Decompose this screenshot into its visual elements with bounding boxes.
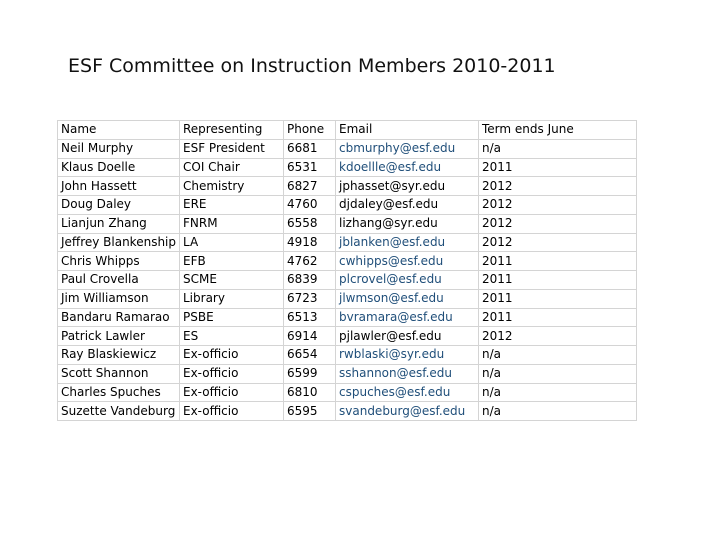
representing-cell: LA [180,233,284,252]
email-cell: lizhang@syr.edu [336,214,479,233]
email-cell[interactable]: rwblaski@syr.edu [336,346,479,365]
table-row [58,177,637,196]
table-row [58,252,637,271]
phone-cell: 6654 [284,346,336,365]
phone-cell: 6723 [284,289,336,308]
table-row [58,271,637,290]
phone-cell: 6839 [284,271,336,290]
phone-cell: 4918 [284,233,336,252]
email-cell[interactable]: jblanken@esf.edu [336,233,479,252]
table-row [58,402,637,421]
term-cell: n/a [479,383,637,402]
phone-cell: 6681 [284,139,336,158]
representing-cell: FNRM [180,214,284,233]
table-row [58,383,637,402]
name-cell: Lianjun Zhang [58,214,180,233]
table-row [58,364,637,383]
representing-cell: EFB [180,252,284,271]
table-row [58,233,637,252]
phone-cell: 6599 [284,364,336,383]
term-cell: n/a [479,402,637,421]
name-cell: Neil Murphy [58,139,180,158]
header-phone: Phone [284,121,336,140]
email-cell[interactable]: sshannon@esf.edu [336,364,479,383]
name-cell: Charles Spuches [58,383,180,402]
phone-cell: 6827 [284,177,336,196]
term-cell: 2012 [479,233,637,252]
name-cell: Ray Blaskiewicz [58,346,180,365]
name-cell: Bandaru Ramarao [58,308,180,327]
representing-cell: ES [180,327,284,346]
name-cell: Jeffrey Blankenship [58,233,180,252]
representing-cell: ESF President [180,139,284,158]
name-cell: Chris Whipps [58,252,180,271]
name-cell: Scott Shannon [58,364,180,383]
page-title: ESF Committee on Instruction Members 2010-2011 [68,55,556,77]
phone-cell: 6914 [284,327,336,346]
term-cell: 2012 [479,214,637,233]
term-cell: 2011 [479,289,637,308]
name-cell: Suzette Vandeburg [58,402,180,421]
term-cell: n/a [479,364,637,383]
email-cell[interactable]: cwhipps@esf.edu [336,252,479,271]
table-row [58,346,637,365]
name-cell: John Hassett [58,177,180,196]
representing-cell: ERE [180,196,284,215]
name-cell: Doug Daley [58,196,180,215]
phone-cell: 6558 [284,214,336,233]
term-cell: n/a [479,139,637,158]
representing-cell: Ex-officio [180,346,284,365]
phone-cell: 6531 [284,158,336,177]
table-row [58,158,637,177]
email-cell: pjlawler@esf.edu [336,327,479,346]
representing-cell: SCME [180,271,284,290]
email-cell[interactable]: svandeburg@esf.edu [336,402,479,421]
representing-cell: PSBE [180,308,284,327]
term-cell: 2011 [479,252,637,271]
table-row [58,139,637,158]
representing-cell: Ex-officio [180,364,284,383]
term-cell: 2011 [479,271,637,290]
members-table [57,120,637,421]
table-row [58,308,637,327]
header-row [58,121,637,140]
email-cell[interactable]: cbmurphy@esf.edu [336,139,479,158]
phone-cell: 6513 [284,308,336,327]
term-cell: 2012 [479,327,637,346]
email-cell[interactable]: plcrovel@esf.edu [336,271,479,290]
phone-cell: 4762 [284,252,336,271]
representing-cell: Ex-officio [180,402,284,421]
table-row [58,196,637,215]
table-row [58,327,637,346]
term-cell: 2012 [479,196,637,215]
term-cell: 2011 [479,158,637,177]
header-name: Name [58,121,180,140]
header-email: Email [336,121,479,140]
phone-cell: 6595 [284,402,336,421]
term-cell: 2012 [479,177,637,196]
email-cell: djdaley@esf.edu [336,196,479,215]
phone-cell: 6810 [284,383,336,402]
representing-cell: COI Chair [180,158,284,177]
name-cell: Patrick Lawler [58,327,180,346]
table-row [58,289,637,308]
name-cell: Klaus Doelle [58,158,180,177]
phone-cell: 4760 [284,196,336,215]
term-cell: 2011 [479,308,637,327]
representing-cell: Ex-officio [180,383,284,402]
name-cell: Jim Williamson [58,289,180,308]
header-representing: Representing [180,121,284,140]
email-cell[interactable]: cspuches@esf.edu [336,383,479,402]
representing-cell: Library [180,289,284,308]
term-cell: n/a [479,346,637,365]
header-term: Term ends June [479,121,637,140]
email-cell[interactable]: kdoellle@esf.edu [336,158,479,177]
email-cell[interactable]: jlwmson@esf.edu [336,289,479,308]
table-row [58,214,637,233]
email-cell: jphasset@syr.edu [336,177,479,196]
representing-cell: Chemistry [180,177,284,196]
email-cell[interactable]: bvramara@esf.edu [336,308,479,327]
name-cell: Paul Crovella [58,271,180,290]
